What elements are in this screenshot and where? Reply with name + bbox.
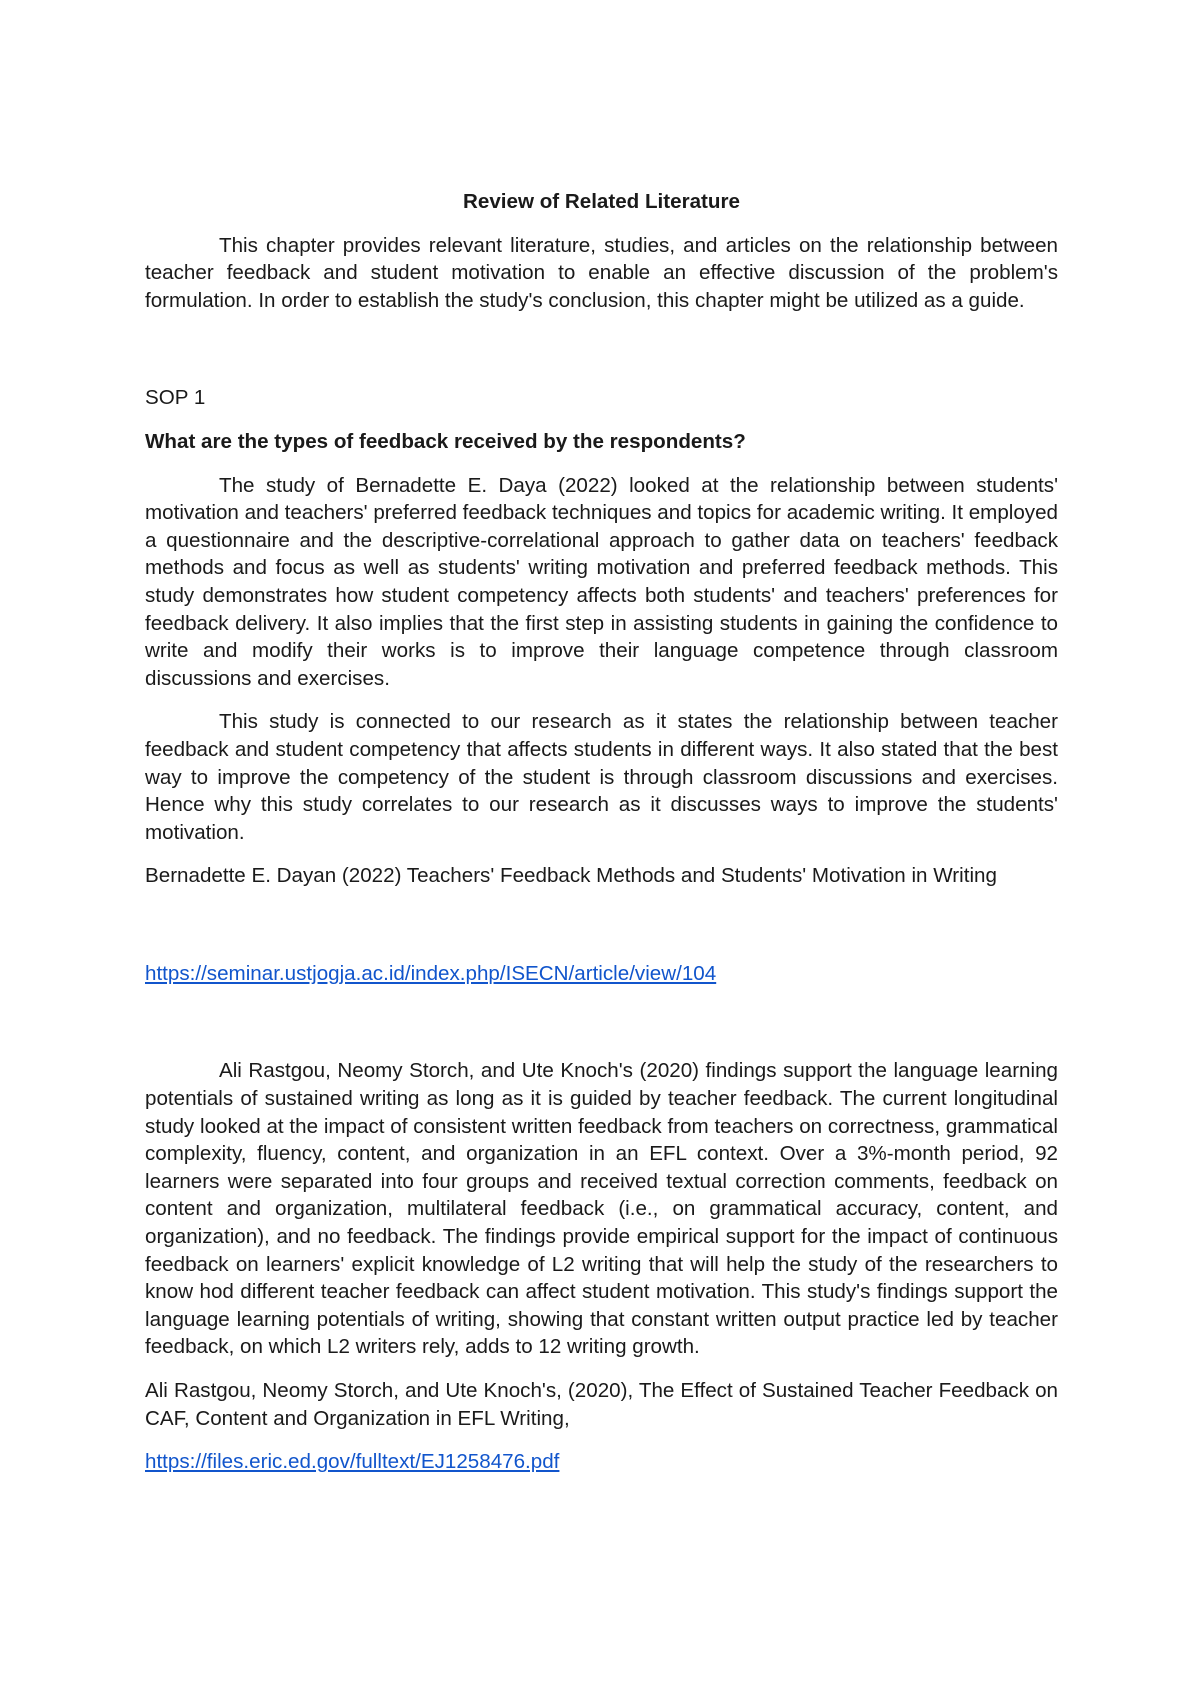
study1-connection: This study is connected to our research as it states the relationship between teacher feedback and student competency that affects students in different ways. It also stated that the best way to improve the competency of the student is through classroom discussions and exercises. Hence why this study correlates to our research as it discusses ways to improve the students' motivation. xyxy=(145,710,1058,844)
study1-citation: Bernadette E. Dayan (2022) Teachers' Feedback Methods and Students' Motivation in Writing xyxy=(145,864,997,888)
intro-paragraph: This chapter provides relevant literature, studies, and articles on the relationship between teacher feedback and student motivation to enable an effective discussion of the problem's formulation. In order to establish the study's conclusion, this chapter might be utilized as a guide. xyxy=(145,233,1058,312)
page-title: Review of Related Literature xyxy=(463,190,740,213)
study2-summary: Ali Rastgou, Neomy Storch, and Ute Knoch's (2020) findings support the language learning potentials of sustained writing as long as it is guided by teacher feedback. The current longitudinal study looked at the impact of consistent written feedback from teachers on correctness, grammatical complexity, fluency, content, and organization in an EFL context. Over a 3%-month period, 92 learners were separated into four groups and received textual correction comments, feedback on content and organization, multilateral feedback (i.e., on grammatical accuracy, content, and organization), and no feedback. The findings provide empirical support for the impact of continuous feedback on learners' explicit knowledge of L2 writing that will help the study of the researchers to know hod different teacher feedback can affect student motivation. This study's findings support the language learning potentials of writing, showing that constant written output practice led by teacher feedback, on which L2 writers rely, adds to 12 writing growth. xyxy=(145,1059,1058,1359)
study1-summary: The study of Bernadette E. Daya (2022) looked at the relationship between students' motivation and teachers' preferred feedback techniques and topics for academic writing. It employed a questionnaire and the descriptive-correlational approach to gather data on teachers' feedback methods and focus as well as students' writing motivation and preferred feedback methods. This study demonstrates how student competency affects both students' and teachers' preferences for feedback delivery. It also implies that the first step in assisting students in gaining the confidence to write and modify their works is to improve their language competence through classroom discussions and exercises. xyxy=(145,473,1058,690)
study2-link-line xyxy=(145,1448,1058,1476)
sop-question: What are the types of feedback received by the respondents? xyxy=(145,429,746,453)
study1-link-line xyxy=(145,960,1058,988)
study1-link[interactable]: https://seminar.ustjogja.ac.id/index.php/ISECN/article/view/104 xyxy=(145,961,717,985)
document-body xyxy=(145,188,1058,1476)
study2-link[interactable]: https://files.eric.ed.gov/fulltext/EJ1258476.pdf xyxy=(145,1450,560,1474)
study2-citation: Ali Rastgou, Neomy Storch, and Ute Knoch's, (2020), The Effect of Sustained Teacher Feedback on CAF, Content and Organization in EFL Writing, xyxy=(145,1379,1058,1430)
sop-label: SOP 1 xyxy=(145,386,206,410)
